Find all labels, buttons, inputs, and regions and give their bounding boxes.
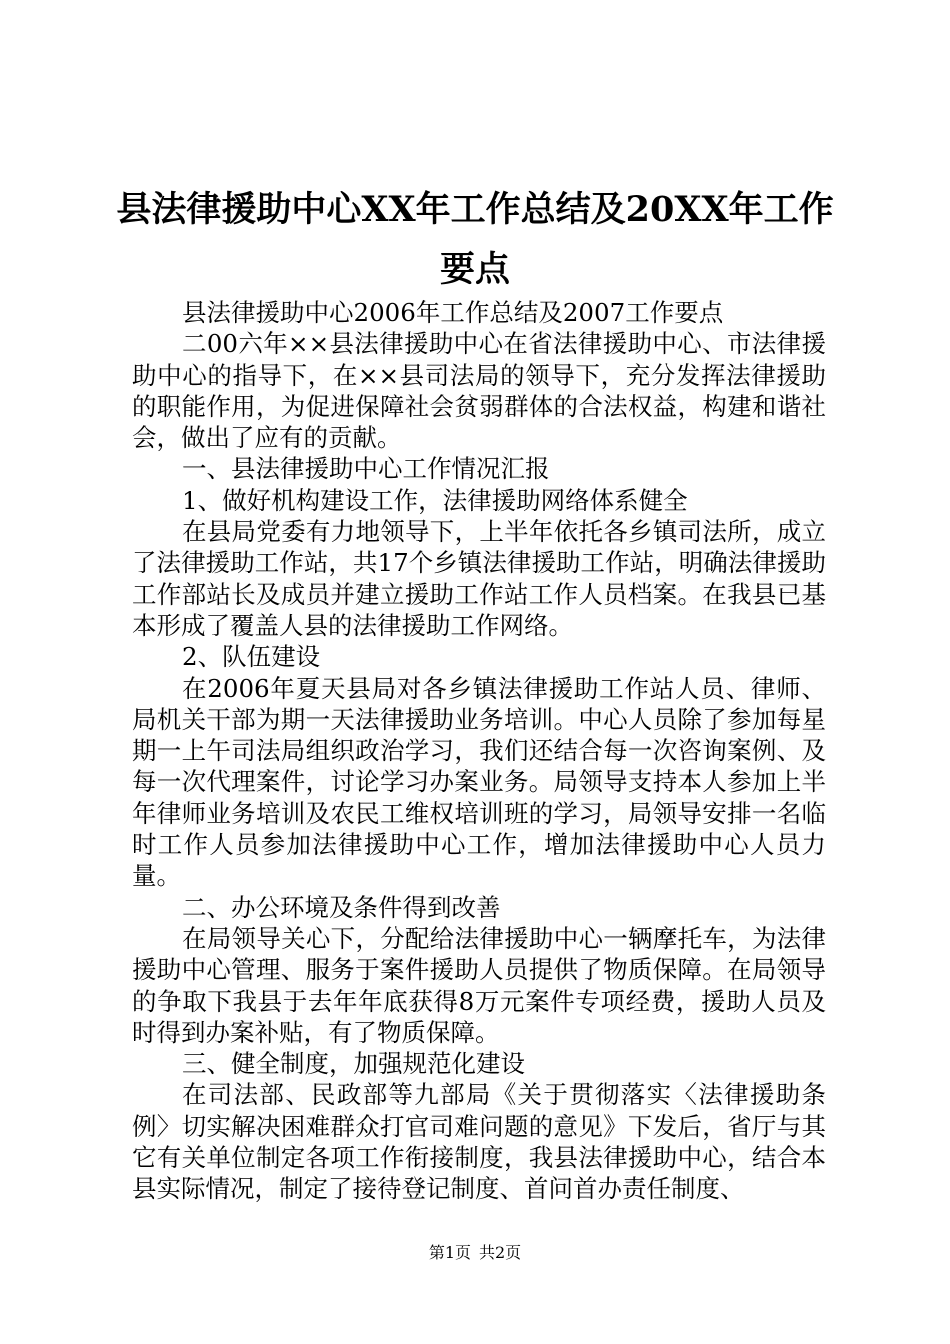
document-title-line-1: 县法律援助中心XX年工作总结及20XX年工作 [116, 189, 834, 230]
intro-paragraph: 二00六年××县法律援助中心在省法律援助中心、市法律援助中心的指导下，在××县司法局的领导下，充分发挥法律援助的职能作用，为促进保障社会贫弱群体的合法权益，构建和谐社会，做出了应有的贡献。 [132, 329, 826, 453]
subtitle-paragraph: 县法律援助中心2006年工作总结及2007工作要点 [182, 298, 724, 327]
page-number: 第1页 [428, 1243, 471, 1262]
body-paragraph: 在2006年夏天县局对各乡镇法律援助工作站人员、律师、局机关干部为期一天法律援助业务培训。中心人员除了参加每星期一上午司法局组织政治学习，我们还结合每一次咨询案例、及每一次代理案件，讨论学习办案业务。局领导支持本人参加上半年律师业务培训及农民工维权培训班的学习，局领导安排一名临时工作人员参加法律援助中心工作，增加法律援助中心人员力量。 [132, 673, 826, 891]
page-footer [0, 1243, 950, 1263]
section-heading-1: 一、县法律援助中心工作情况汇报 [182, 454, 550, 484]
body-paragraph: 在司法部、民政部等九部局《关于贯彻落实〈法律援助条例〉切实解决困难群众打官司难问题的意见》下发后，省厅与其它有关单位制定各项工作衔接制度，我县法律援助中心，结合本县实际情况，制定了接待登记制度、首问首办责任制度、 [132, 1080, 826, 1204]
page-total: 共2页 [479, 1243, 522, 1262]
section-heading-2: 二、办公环境及条件得到改善 [182, 892, 501, 922]
subsection-heading-2: 2、队伍建设 [182, 642, 321, 672]
document-title-line-2: 要点 [439, 249, 510, 290]
document-body [132, 297, 826, 1205]
section-heading-3: 三、健全制度，加强规范化建设 [182, 1049, 525, 1079]
subsection-heading-1: 1、做好机构建设工作，法律援助网络体系健全 [182, 485, 688, 515]
body-paragraph: 在县局党委有力地领导下，上半年依托各乡镇司法所，成立了法律援助工作站，共17个乡镇法律援助工作站，明确法律援助工作部站长及成员并建立援助工作站工作人员档案。在我县已基本形成了覆盖人县的法律援助工作网络。 [132, 517, 826, 640]
body-paragraph: 在局领导关心下，分配给法律援助中心一辆摩托车，为法律援助中心管理、服务于案件援助人员提供了物质保障。在局领导的争取下我县于去年年底获得8万元案件专项经费，援助人员及时得到办案补贴，有了物质保障。 [132, 923, 826, 1047]
